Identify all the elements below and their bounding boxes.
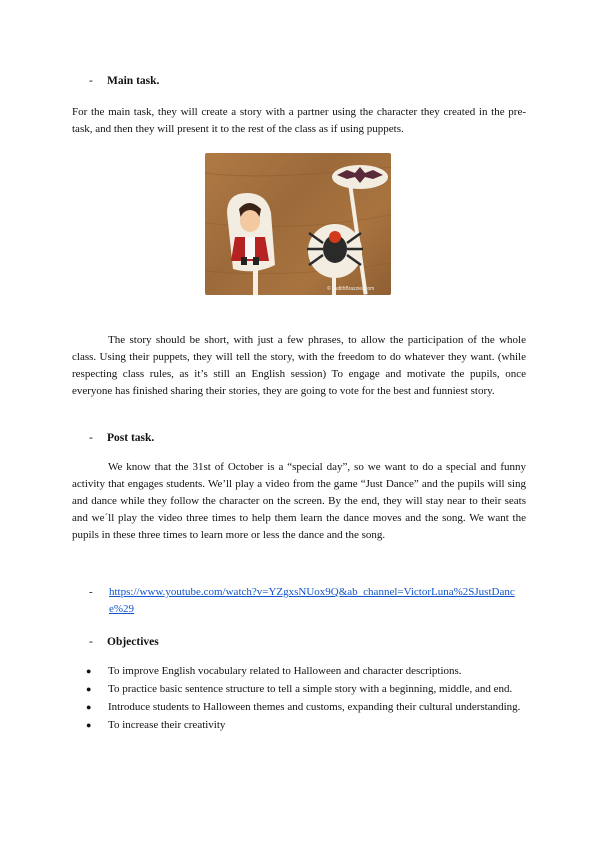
vampire-puppet — [227, 193, 275, 271]
objective-text: To practice basic sentence structure to tell a simple story with a beginning, middle, and end. — [108, 683, 513, 695]
vampire-stick — [253, 268, 258, 295]
bat-puppet — [332, 165, 388, 189]
post-task-heading — [89, 432, 154, 444]
youtube-video-link[interactable]: https://www.youtube.com/watch?v=YZgxsNUox9Q&ab_channel=VictorLuna%2SJustDance%29 — [109, 586, 515, 615]
list-item — [72, 681, 526, 698]
story-paragraph: The story should be short, with just a few phrases, to allow the participation of the whole class. Using their puppets, they will tell the story, with the freedom to do whatever they want. (while respecting class rules, as it’s still an English session) To engage and motivate the pupils, once everyone has finished sharing their stories, they are going to vote for the best and funniest story. — [72, 334, 526, 397]
main-task-paragraph: For the main task, they will create a story with a partner using the character they created in the pre-task, and then they will present it to the rest of the class as if using puppets. — [72, 106, 526, 135]
objective-text: Introduce students to Halloween themes and customs, expanding their cultural understanding. — [108, 701, 521, 713]
bullet-icon: ● — [86, 666, 92, 676]
bullet-icon: ● — [86, 684, 92, 694]
heading-dash: - — [89, 432, 93, 444]
main-task-title: Main task. — [107, 75, 160, 87]
post-task-title: Post task. — [107, 432, 155, 444]
link-dash: - — [89, 586, 93, 598]
list-item — [72, 699, 526, 716]
objective-text: To increase their creativity — [108, 719, 226, 731]
heading-dash: - — [89, 636, 93, 648]
objectives-list — [72, 663, 526, 735]
objectives-heading — [89, 636, 159, 648]
list-item — [72, 663, 526, 680]
post-task-paragraph: We know that the 31st of October is a “special day”, so we want to do a special and funny activity that engages students. We’ll play a video from the game “Just Dance” and the pupils will sing and dance while they follow the character on the screen. By the end, they will stay near to their seats and we´ll play the video three times to help them learn the dance moves and the song. We want the pupils in these three times to learn more or less the dance and the song. — [72, 461, 526, 541]
photo-watermark: © JudithBrazzier.com — [327, 286, 375, 292]
bullet-icon: ● — [86, 720, 92, 730]
list-item — [72, 717, 526, 734]
puppets-photo — [205, 153, 391, 295]
main-task-heading — [89, 75, 159, 87]
objectives-title: Objectives — [107, 636, 159, 648]
spider-puppet — [307, 224, 363, 278]
puppets-illustration — [205, 153, 391, 295]
bullet-icon: ● — [86, 702, 92, 712]
objective-text: To improve English vocabulary related to Halloween and character descriptions. — [108, 665, 462, 677]
heading-dash: - — [89, 75, 93, 87]
